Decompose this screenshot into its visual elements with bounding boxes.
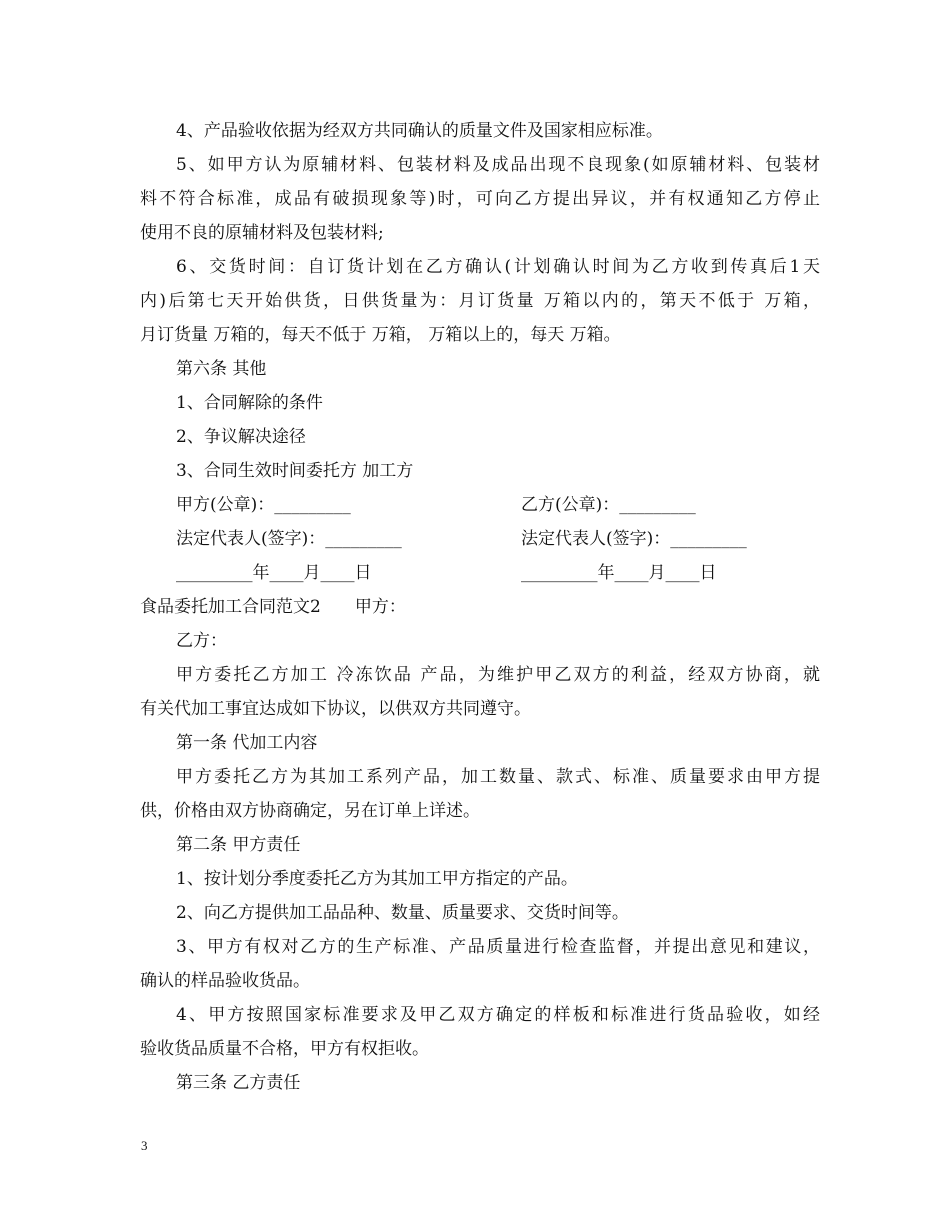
party-a-signature-field: _________年____月____日: [176, 563, 372, 583]
paragraph-line: 第一条 代加工内容: [176, 733, 318, 753]
paragraph-line: 第六条 其他: [176, 359, 267, 379]
paragraph-line: 4、甲方按照国家标准要求及甲乙双方确定的样板和标准进行货品验收，如经: [176, 1005, 820, 1025]
paragraph-line: 供，价格由双方协商确定，另在订单上详述。: [140, 801, 480, 821]
paragraph-line: 3、合同生效时间委托方 加工方: [176, 461, 414, 481]
paragraph-line: 1、合同解除的条件: [176, 393, 323, 413]
paragraph-line: 2、争议解决途径: [176, 427, 306, 447]
paragraph-line: 第二条 甲方责任: [176, 835, 301, 855]
paragraph-line: 3、甲方有权对乙方的生产标准、产品质量进行检查监督，并提出意见和建议，: [176, 937, 820, 957]
paragraph-line: 月订货量 万箱的，每天不低于 万箱， 万箱以上的，每天 万箱。: [140, 325, 621, 345]
paragraph-line: 1、按计划分季度委托乙方为其加工甲方指定的产品。: [176, 869, 578, 889]
paragraph-line: 确认的样品验收货品。: [140, 971, 310, 991]
signature-row: [140, 556, 820, 590]
party-a-signature-field: 甲方(公章)：_________: [176, 495, 351, 515]
contract-body-part-1: [140, 114, 820, 488]
signature-row: [140, 488, 820, 522]
document-page: [140, 114, 820, 1100]
paragraph-line: 4、产品验收依据为经双方共同确认的质量文件及国家相应标准。: [176, 121, 663, 141]
paragraph-line: 料不符合标准，成品有破损现象等)时，可向乙方提出异议，并有权通知乙方停止: [140, 189, 820, 209]
paragraph-line: 甲方委托乙方加工 冷冻饮品 产品，为维护甲乙双方的利益，经双方协商，就: [176, 665, 820, 685]
paragraph-line: 2、向乙方提供加工品品种、数量、质量要求、交货时间等。: [176, 903, 629, 923]
signature-row: [140, 522, 820, 556]
contract-body-part-2: [140, 590, 820, 1100]
paragraph-line: 验收货品质量不合格，甲方有权拒收。: [140, 1039, 429, 1059]
signature-block: [140, 488, 820, 590]
paragraph-line: 使用不良的原辅材料及包装材料;: [140, 223, 384, 243]
paragraph-line: 第三条 乙方责任: [176, 1073, 301, 1093]
paragraph-line: 有关代加工事宜达成如下协议，以供双方共同遵守。: [140, 699, 531, 719]
party-b-signature-field: 法定代表人(签字)：_________: [521, 529, 747, 549]
paragraph-line: 食品委托加工合同范文2 甲方：: [140, 597, 406, 617]
party-b-signature-field: 乙方(公章)：_________: [521, 495, 696, 515]
party-b-signature-field: _________年____月____日: [521, 563, 717, 583]
paragraph-line: 内)后第七天开始供货，日供货量为：月订货量 万箱以内的，第天不低于 万箱，: [140, 291, 820, 311]
paragraph-line: 甲方委托乙方为其加工系列产品，加工数量、款式、标准、质量要求由甲方提: [176, 767, 820, 787]
paragraph-line: 乙方：: [176, 631, 227, 651]
page-number: 3: [141, 1138, 148, 1153]
paragraph-line: 5、如甲方认为原辅材料、包装材料及成品出现不良现象(如原辅材料、包装材: [176, 155, 820, 175]
party-a-signature-field: 法定代表人(签字)：_________: [176, 529, 402, 549]
paragraph-line: 6、交货时间：自订货计划在乙方确认(计划确认时间为乙方收到传真后1天: [176, 257, 820, 277]
